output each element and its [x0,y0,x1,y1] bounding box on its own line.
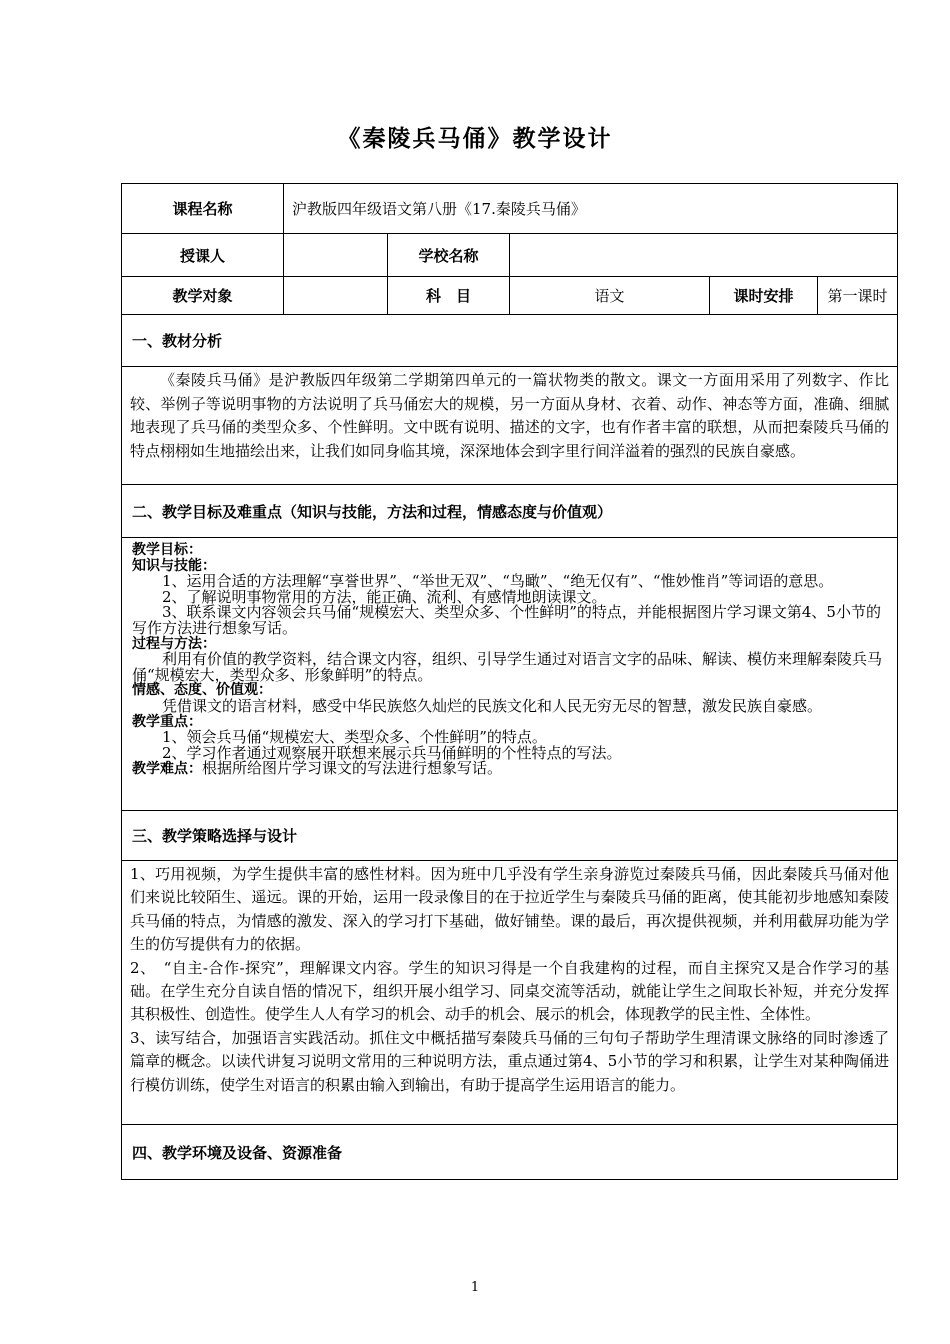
audience-label: 教学对象 [122,277,284,315]
section-3-heading: 三、教学策略选择与设计 [122,811,898,861]
document-title: 《秦陵兵马俑》教学设计 [337,126,613,152]
difficulty-text: 根据所给图片学习课文的写法进行想象写话。 [202,759,503,778]
strategy-paragraph-1: 1、巧用视频，为学生提供丰富的感性材料。因为班中几乎没有学生亲身游览过秦陵兵马俑，因此秦陵兵马俑对他们来说比较陌生、遥远。课的开始，运用一段录像目的在于拉近学生与秦陵兵马俑的距离，使其能初步地感知秦陵兵马俑的特点，为情感的激发、深入的学习打下基础，做好铺垫。课的最后，再次提供视频，并利用截屏功能为学生的仿写提供有力的依据。 [130,865,890,954]
school-value [510,234,898,277]
difficulty-heading: 教学难点： [132,761,202,778]
audience-value [284,277,388,315]
key-point-1: 1、领会兵马俑“规模宏大、类型众多、个性鲜明”的特点。 [162,728,547,747]
emotion-heading: 情感、态度、价值观： [132,682,272,699]
strategy-paragraph-3: 3、读写结合，加强语言实践活动。抓住文中概括描写秦陵兵马俑的三句句子帮助学生理清课文脉络的同时渗透了篇章的概念。以读代讲复习说明文常用的三种说明方法，重点通过第4、5小节的学习和积累，让学生对某种陶俑进行模仿训练，使学生对语言的积累由输入到输出，有助于提高学生运用语言的能力。 [130,1028,890,1094]
schedule-value: 第一课时 [818,277,898,315]
material-analysis-text: 《秦陵兵马俑》是沪教版四年级第二学期第四单元的一篇状物类的散文。课文一方面用采用了列数字、作比较、举例子等说明事物的方法说明了兵马俑宏大的规模，另一方面从身材、衣着、动作、神态等方面，准确、细腻地表现了兵马俑的类型众多、个性鲜明。文中既有说明、描述的文字，也有作者丰富的联想，从而把秦陵兵马俑的特点栩栩如生地描绘出来，让我们如同身临其境，深深地体会到字里行间洋溢着的强烈的民族自豪感。 [122,367,898,485]
school-label: 学校名称 [388,234,510,277]
key-points-heading: 教学重点： [132,713,202,730]
subject-label: 科 目 [388,277,510,315]
knowledge-item-2: 2、了解说明事物常用的方法，能正确、流利、有感情地朗读课文。 [162,587,607,606]
strategy-paragraph-2: 2、 “自主-合作-探究”，理解课文内容。学生的知识习得是一个自我建构的过程，而自主探究又是合作学习的基础。在学生充分自读自悟的情况下，组织开展小组学习、同桌交流等活动，就能让学生之间取长补短，并充分发挥其积极性、创造性。使学生人人有学习的机会、动手的机会、展示的机会，体现教学的民主性、全体性。 [130,958,890,1024]
strategy-cell [122,861,898,1125]
teacher-label: 授课人 [122,234,284,277]
emotion-item: 凭借课文的语言材料，感受中华民族悠久灿烂的民族文化和人民无穷无尽的智慧，激发民族自豪感。 [162,696,823,715]
goal-heading: 教学目标： [132,542,202,558]
lesson-plan-table [121,183,898,1180]
teacher-value [284,234,388,277]
course-value: 沪教版四年级语文第八册《17.秦陵兵马俑》 [284,184,898,234]
subject-value: 语文 [510,277,710,315]
key-point-2: 2、学习作者通过观察展开联想来展示兵马俑鲜明的个性特点的写法。 [162,743,622,762]
process-heading: 过程与方法： [132,635,216,652]
difficulty-line [132,761,889,778]
section-2-heading: 二、教学目标及难重点（知识与技能，方法和过程，情感态度与价值观） [122,485,898,538]
objectives-cell [122,538,898,811]
knowledge-heading: 知识与技能： [132,557,216,574]
section-4-heading: 四、教学环境及设备、资源准备 [122,1125,898,1180]
course-label: 课程名称 [122,184,284,234]
process-item: 利用有价值的教学资料，结合课文内容，组织、引导学生通过对语言文字的品味、解读、模仿来理解秦陵兵马俑“规模宏大，类型众多、形象鲜明”的特点。 [132,650,883,684]
schedule-label: 课时安排 [710,277,818,315]
section-1-heading: 一、教材分析 [122,315,898,367]
page-number: 1 [470,1280,480,1295]
knowledge-item-3: 3、联系课文内容领会兵马俑“规模宏大、类型众多、个性鲜明”的特点，并能根据图片学习课文第4、5小节的写作方法进行想象写话。 [132,603,881,637]
knowledge-item-1: 1、运用合适的方法理解“享誉世界”、“举世无双”、“鸟瞰”、“绝无仅有”、“惟妙惟肖”等词语的意思。 [162,572,834,591]
